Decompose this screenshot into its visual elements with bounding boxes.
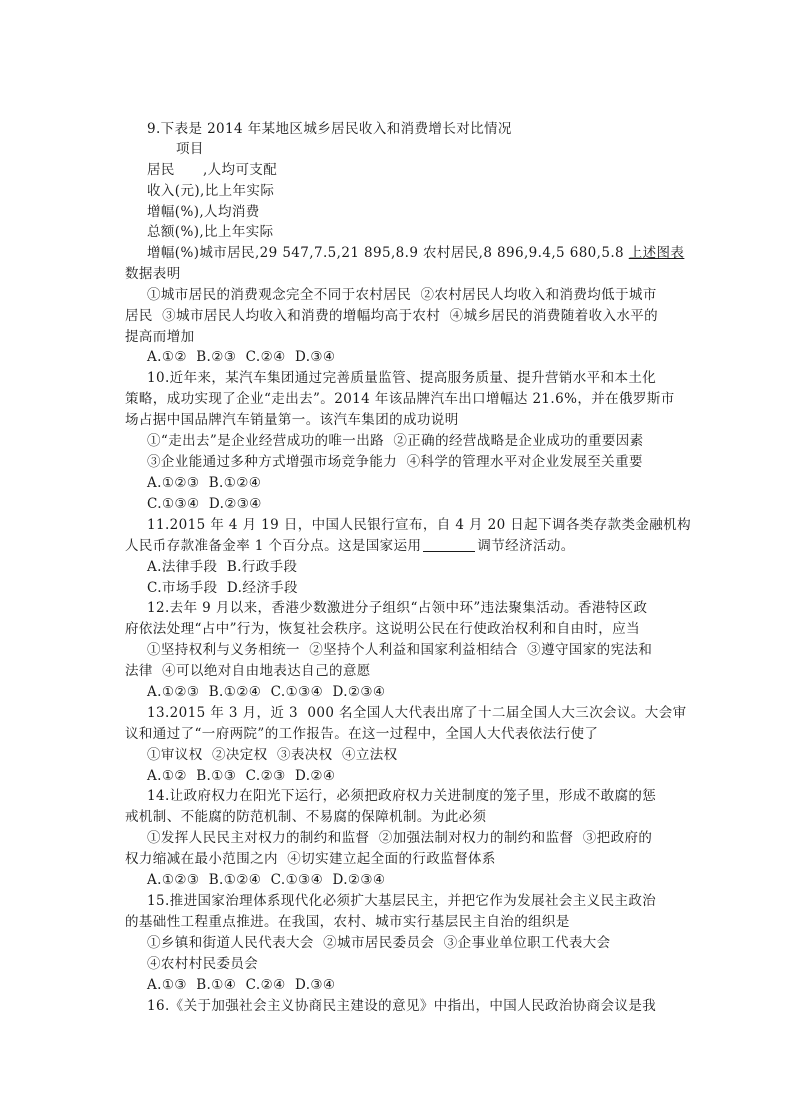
q10-stem: 策略，成功实现了企业“走出去”。2014 年该品牌汽车出口增幅达 21.6%，并在俄罗斯市 xyxy=(125,391,675,407)
q15-stem: 的基础性工程重点推进。在我国，农村、城市实行基层民主自治的组织是 xyxy=(125,914,570,930)
q16-stem: 16.《关于加强社会主义协商民主建设的意见》中指出，中国人民政治协商会议是我 xyxy=(147,998,657,1014)
q9-table-header: 项目 xyxy=(176,141,204,157)
q11-stem-text: 人民币存款准备金率 1 个百分点。这是国家运用 xyxy=(125,538,422,554)
q15-options: ①乡镇和街道人民代表大会 ②城市居民委员会 ③企事业单位职工代表大会 xyxy=(147,935,611,951)
q15-stem: 15.推进国家治理体系现代化必须扩大基层民主，并把它作为发展社会主义民主政治 xyxy=(147,893,657,909)
q10-options: ③企业能通过多种方式增强市场竞争能力 ④科学的管理水平对企业发展至关重要 xyxy=(147,454,643,470)
q11-stem xyxy=(125,536,575,556)
q14-options: 权力缩减在最小范围之内 ④切实建立起全面的行政监督体系 xyxy=(125,851,496,867)
q10-stem: 场占据中国品牌汽车销量第一。该汽车集团的成功说明 xyxy=(125,412,459,428)
q11-stem-tail: 调节经济活动。 xyxy=(477,538,575,554)
q9-table-line: 居民 ,人均可支配 xyxy=(147,162,278,178)
q10-choices: C.①③④ D.②③④ xyxy=(147,496,262,512)
answer-blank xyxy=(423,537,475,552)
q15-choices: A.①③ B.①④ C.②④ D.③④ xyxy=(147,977,336,993)
q14-stem: 戒机制、不能腐的防范机制、不易腐的保障机制。为此必须 xyxy=(125,809,487,825)
q10-stem: 10.近年来，某汽车集团通过完善质量监管、提高服务质量、提升营销水平和本土化 xyxy=(147,370,657,386)
q13-choices: A.①② B.①③ C.②③ D.②④ xyxy=(147,768,336,784)
q9-options: 居民 ③城市居民人均收入和消费的增幅均高于农村 ④城乡居民的消费随着收入水平的 xyxy=(125,308,659,324)
q12-options: 法律 ④可以绝对自由地表达自己的意愿 xyxy=(125,663,371,679)
q14-choices: A.①②③ B.①②④ C.①③④ D.②③④ xyxy=(147,872,386,888)
q12-stem: 府依法处理“占中”行为，恢复社会秩序。这说明公民在行使政治权利和自由时，应当 xyxy=(125,621,641,637)
q14-options: ①发挥人民民主对权力的制约和监督 ②加强法制对权力的制约和监督 ③把政府的 xyxy=(147,830,653,846)
q14-stem: 14.让政府权力在阳光下运行，必须把政府权力关进制度的笼子里，形成不敢腐的惩 xyxy=(147,788,657,804)
q13-stem: 议和通过了“一府两院”的工作报告。在这一过程中，全国人大代表依法行使了 xyxy=(125,726,599,742)
q10-options: ①“走出去”是企业经营成功的唯一出路 ②正确的经营战略是企业成功的重要因素 xyxy=(147,433,644,449)
q9-table-data xyxy=(147,243,684,263)
q12-choices: A.①②③ B.①②④ C.①③④ D.②③④ xyxy=(147,684,386,700)
q13-options: ①审议权 ②决定权 ③表决权 ④立法权 xyxy=(147,747,398,763)
q9-options: ①城市居民的消费观念完全不同于农村居民 ②农村居民人均收入和消费均低于城市 xyxy=(147,287,657,303)
q9-underlined-text: 上述图表 xyxy=(628,245,685,261)
q10-choices: A.①②③ B.①②④ xyxy=(147,475,262,491)
q12-options: ①坚持权利与义务相统一 ②坚持个人利益和国家利益相结合 ③遵守国家的宪法和 xyxy=(147,642,653,658)
q13-stem: 13.2015 年 3 月，近 3 000 名全国人大代表出席了十二届全国人大三次会议。大会审 xyxy=(147,705,687,721)
q15-options: ④农村村民委员会 xyxy=(147,956,259,972)
q9-stem: 9.下表是 2014 年某地区城乡居民收入和消费增长对比情况 xyxy=(147,121,512,137)
q11-stem: 11.2015 年 4 月 19 日，中国人民银行宣布，自 4 月 20 日起下调各类存款类金融机构 xyxy=(147,517,691,533)
q12-stem: 12.去年 9 月以来，香港少数激进分子组织“占领中环”违法聚集活动。香港特区政 xyxy=(147,600,648,616)
q9-table-line: 增幅(%),人均消费 xyxy=(147,204,260,220)
q9-table-line: 总额(%),比上年实际 xyxy=(147,224,274,240)
q9-table-values: 增幅(%)城市居民,29 547,7.5,21 895,8.9 农村居民,8 896,9.4,5 680,5.8 xyxy=(147,245,629,261)
q9-stem-cont: 数据表明 xyxy=(125,266,181,282)
q11-choices: C.市场手段 D.经济手段 xyxy=(147,580,298,596)
q9-choices: A.①② B.②③ C.②④ D.③④ xyxy=(147,349,336,365)
q11-choices: A.法律手段 B.行政手段 xyxy=(147,559,298,575)
q9-options: 提高而增加 xyxy=(125,329,195,345)
q9-table-line: 收入(元),比上年实际 xyxy=(147,183,275,199)
